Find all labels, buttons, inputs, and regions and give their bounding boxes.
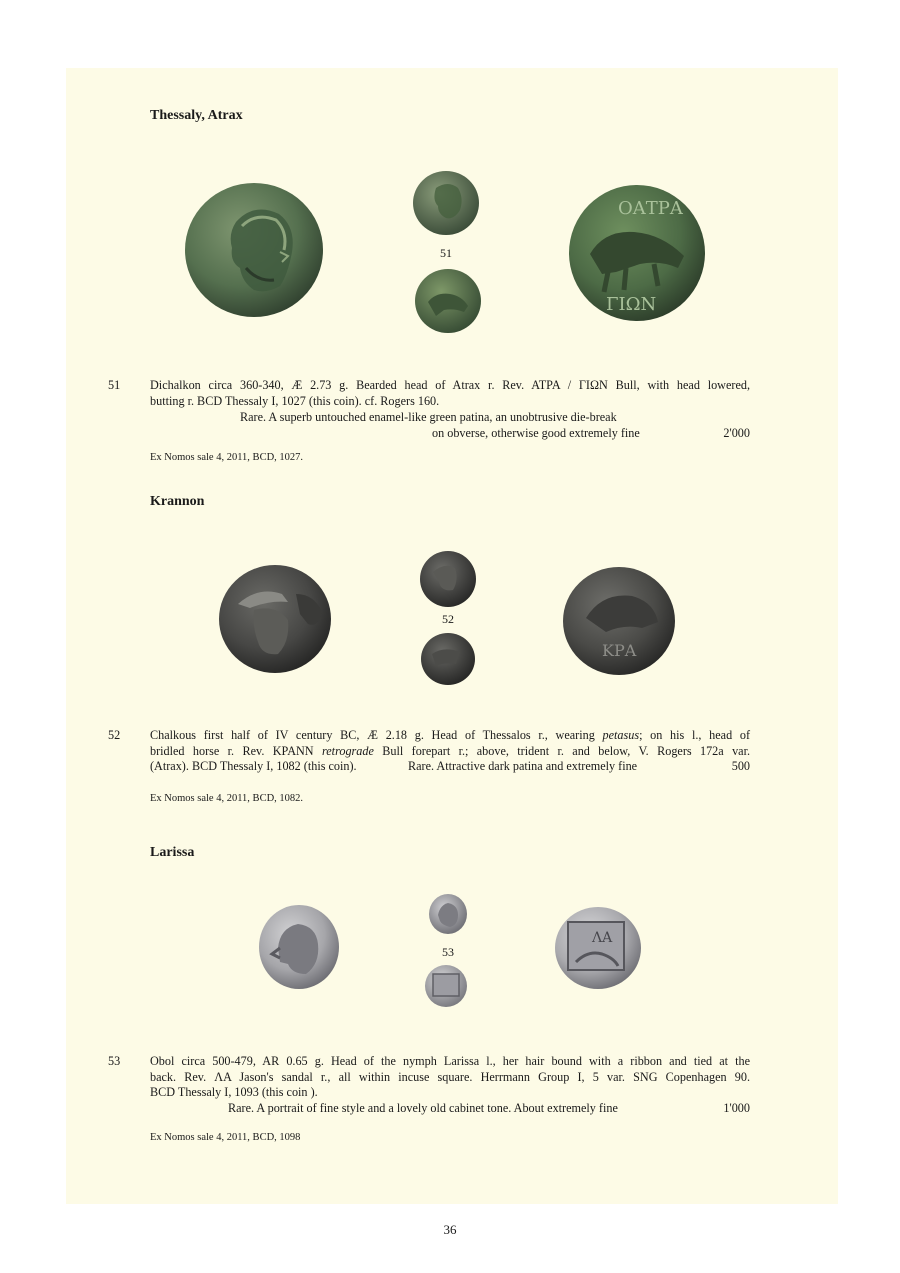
coin-53-reverse-small (424, 964, 468, 1008)
coin-53-lot-label: 53 (442, 945, 454, 959)
coin-53-obverse-small (428, 893, 468, 935)
lot-51-desc-line-1: Dichalkon circa 360-340, Æ 2.73 g. Bearded head of Atrax r. Rev. ATPA / ΓΙΩΝ Bull, with head lowered, (150, 378, 750, 392)
coin-51-obverse-large (184, 182, 324, 318)
lot-53-desc-line-2: back. Rev. ΛΑ Jason's sandal r., all within incuse square. Herrmann Group I, 5 var. SNG Copenhagen 90. (150, 1069, 750, 1084)
lot-52-price: 500 (731, 759, 750, 773)
coin-53-reverse-large (554, 906, 642, 990)
lot-52-provenance: Ex Nomos sale 4, 2011, BCD, 1082. (150, 793, 304, 804)
lot-53-desc-line-1: Obol circa 500-479, AR 0.65 g. Head of the nymph Larissa l., her hair bound with a ribbon and tied at the (150, 1054, 750, 1068)
lot-53-desc-line-3: BCD Thessaly I, 1093 (this coin ). (150, 1085, 318, 1099)
coin-51-obverse-small (412, 170, 480, 236)
coin-52-lot-label: 52 (442, 612, 454, 626)
lot-number-53: 53 (108, 1054, 121, 1068)
coin-52-reverse-small (420, 632, 476, 686)
coin-51-reverse-small (414, 268, 482, 334)
section-heading-larissa: Larissa (150, 845, 195, 860)
lot-51-condition-line-1: Rare. A superb untouched enamel-like green patina, an unobtrusive die-break (240, 410, 617, 424)
lot-number-51: 51 (108, 378, 121, 392)
lot-53-description (150, 1054, 750, 1101)
lot-53-price: 1'000 (723, 1101, 750, 1115)
lot-number-52: 52 (108, 728, 121, 742)
lot-51-description (150, 378, 750, 409)
lot-51-desc-line-2: butting r. BCD Thessaly I, 1027 (this coin). cf. Rogers 160. (150, 393, 440, 408)
lot-52-desc-line-1: Chalkous first half of IV century BC, Æ 2.18 g. Head of Thessalos r., wearing petasus; on his l., head of (150, 728, 751, 742)
coin-53-reverse-legend: ΛΑ (592, 930, 613, 946)
section-heading-krannon: Krannon (150, 494, 205, 509)
coin-51-reverse-legend-bottom: ΓΙΩΝ (606, 294, 657, 315)
coin-53-obverse-large (258, 904, 340, 990)
lot-52-condition-line-1: Rare. Attractive dark patina and extremely fine (408, 759, 638, 773)
lot-51-provenance: Ex Nomos sale 4, 2011, BCD, 1027. (150, 452, 304, 463)
lot-53-condition-line-1: Rare. A portrait of fine style and a lovely old cabinet tone. About extremely fine (228, 1101, 618, 1115)
coin-52-obverse-large (218, 564, 332, 674)
coin-52-obverse-small (419, 550, 477, 608)
section-heading-atrax: Thessaly, Atrax (150, 108, 243, 123)
page-number: 36 (443, 1222, 457, 1237)
coin-52-reverse-legend: ΚΡΑ (602, 641, 637, 660)
lot-51-price: 2'000 (723, 426, 750, 440)
lot-53-provenance: Ex Nomos sale 4, 2011, BCD, 1098 (150, 1132, 301, 1143)
coin-51-lot-label: 51 (440, 246, 452, 260)
coin-52-reverse-large (562, 566, 676, 676)
coin-51-reverse-legend-top: ΟΑΤΡΑ (618, 198, 683, 219)
lot-52-desc-line-3: (Atrax). BCD Thessaly I, 1082 (this coin). (150, 759, 357, 773)
lot-51-condition-line-2: on obverse, otherwise good extremely fine (432, 426, 640, 440)
lot-52-desc-line-2: bridled horse r. Rev. KPANN retrograde Bull forepart r.; above, trident r. and below, V. Rogers 172a var. (150, 743, 750, 758)
coin-51-reverse-large (568, 184, 706, 322)
